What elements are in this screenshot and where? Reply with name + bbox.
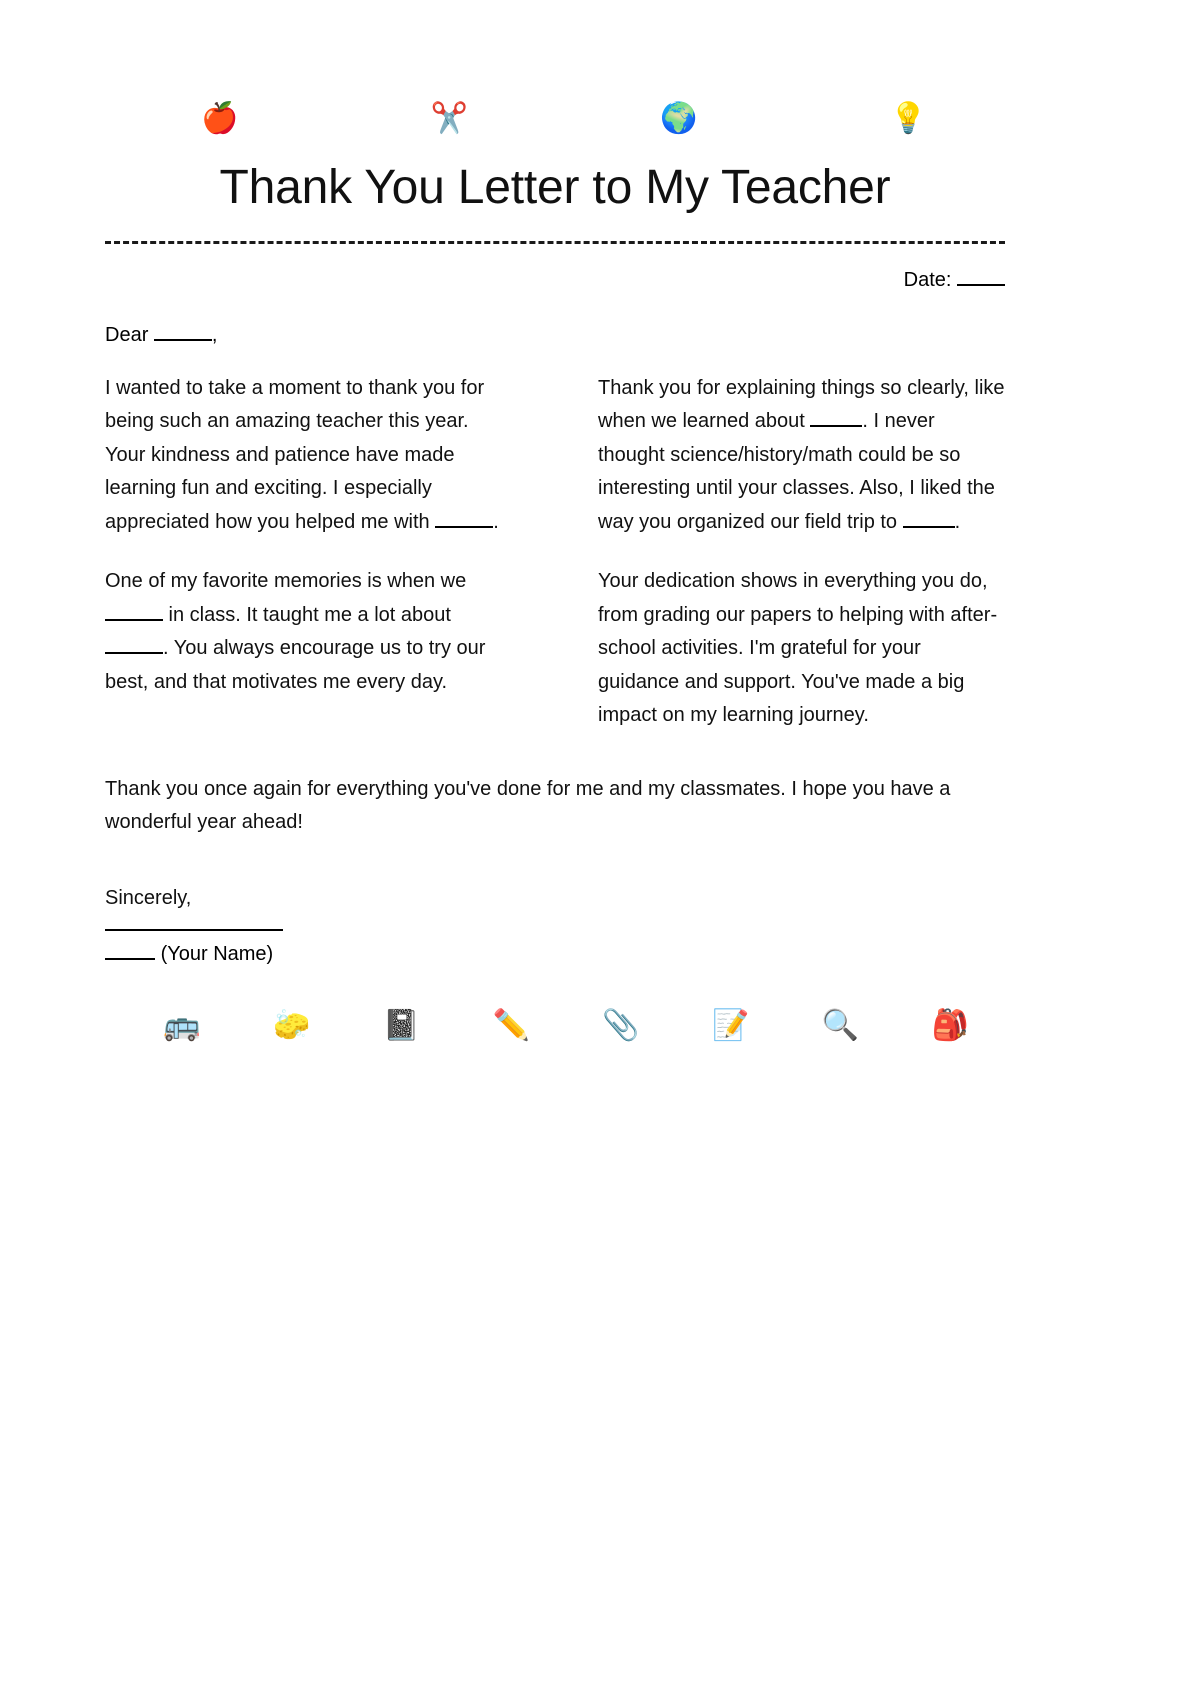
field-trip-blank-field[interactable] xyxy=(903,509,955,527)
footer-icon-strip xyxy=(105,1008,1005,1044)
sponge-icon: 🧽 xyxy=(272,1008,311,1044)
signoff-section xyxy=(105,882,1005,970)
signoff-label: Sincerely, xyxy=(105,886,192,909)
letter-sheet xyxy=(105,0,1005,1044)
bus-icon: 🚌 xyxy=(163,1008,201,1044)
help-topic-blank-field[interactable] xyxy=(435,509,493,527)
paragraph-left-1-tail: . xyxy=(493,510,499,533)
paragraph-left-2 xyxy=(105,565,512,699)
paragraph-right-2: Your dedication shows in everything you do, from grading our papers to helping with after-school activities. I'm grateful for your guidance and support. You've made a big impact on my learning journey. xyxy=(598,570,998,727)
signature-name-line xyxy=(105,939,1005,969)
paragraph-right-1-text: Thank you for explaining things so clearly, like when we learned about xyxy=(598,376,1005,433)
signature-rule[interactable] xyxy=(105,929,283,931)
paragraph-left-2-tail: . You always encourage us to try our best, and that motivates me every day. xyxy=(105,637,486,693)
paragraph-left-1-text: I wanted to take a moment to thank you for being such an amazing teacher this year. Your kindness and patience have made learning fun and exciting. I especially appreciated how you helped me with xyxy=(105,376,485,533)
paragraph-left-2-mid: in class. It taught me a lot about xyxy=(163,603,451,626)
recipient-blank-field[interactable] xyxy=(154,322,212,340)
page-title: Thank You Letter to My Teacher xyxy=(219,161,891,214)
paragraph-left-2-text: One of my favorite memories is when we xyxy=(105,570,467,593)
paragraph-right-1 xyxy=(598,372,1005,540)
light-bulb-icon: 💡 xyxy=(889,101,927,136)
lesson-topic-blank-field[interactable] xyxy=(810,409,862,427)
backpack-icon: 🎒 xyxy=(931,1008,969,1044)
paragraph-left-1 xyxy=(105,372,512,540)
closing-paragraph: Thank you once again for everything you've done for me and my classmates. I hope you have a wonderful year ahead! xyxy=(105,777,951,834)
body-column-right xyxy=(598,372,1005,733)
date-blank-field[interactable] xyxy=(957,267,1005,285)
header-icon-strip xyxy=(105,101,1005,136)
globe-icon: 🌍 xyxy=(660,101,698,136)
scissors-icon: ✂️ xyxy=(430,101,468,136)
date-label: Date: xyxy=(903,268,952,291)
signature-name-blank-field[interactable] xyxy=(105,942,155,960)
memory-topic-blank-field[interactable] xyxy=(105,636,163,654)
paragraph-right-1-mid: . I never thought science/history/math could be so interesting until your classes. Also, I liked the way you organized our field trip to xyxy=(598,410,995,533)
notebook-icon: 📓 xyxy=(382,1008,421,1044)
magnifying-glass-icon: 🔍 xyxy=(821,1008,860,1044)
memory-activity-blank-field[interactable] xyxy=(105,602,163,620)
memo-icon: 📝 xyxy=(711,1008,750,1044)
body-column-left xyxy=(105,372,512,733)
paragraph-right-1-tail: . xyxy=(954,510,961,533)
salutation-line xyxy=(105,320,1005,350)
salutation-suffix: , xyxy=(211,323,218,346)
closing-section xyxy=(105,773,1005,840)
paperclip-icon: 📎 xyxy=(602,1008,640,1044)
signature-name-hint: (Your Name) xyxy=(160,943,274,966)
date-line xyxy=(105,266,1005,294)
salutation-prefix: Dear xyxy=(105,323,149,346)
pencil-icon: ✏️ xyxy=(492,1008,530,1044)
dashed-divider xyxy=(105,241,1005,244)
apple-icon: 🍎 xyxy=(201,101,239,136)
body-columns xyxy=(105,372,1005,733)
